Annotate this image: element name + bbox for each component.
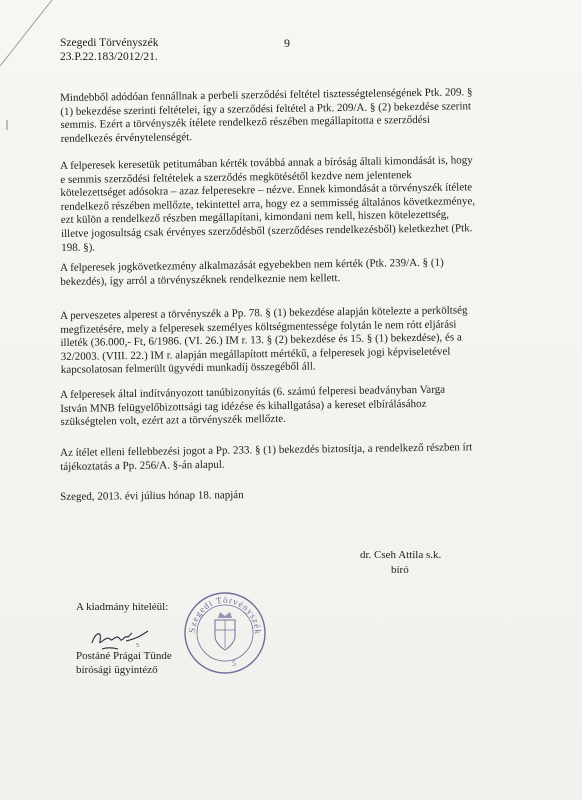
- document-header: [60, 36, 158, 64]
- text-line: illeték (36.000,- Ft, 6/1986. (VI. 26.) IM r. 13. § (2) bekezdése és 15. § (1) bekezdése), és a: [60, 331, 462, 350]
- text-line: tájékoztatás a Pp. 256/A. §-án alapul.: [60, 458, 225, 473]
- court-stamp: [182, 590, 268, 676]
- text-line: megfizetésére, mely a felperesek személyes költségmentessége folytán le nem rótt eljárási: [60, 318, 457, 336]
- paragraph-1: [60, 86, 521, 147]
- case-number: 23.P.22.183/2012/21.: [60, 51, 158, 63]
- text-line: szükségtelen volt, ezért azt a törvényszék mellőzte.: [60, 413, 286, 429]
- paper-fold-mark: [0, 0, 60, 70]
- text-line: rendelkezés érvénytelenségét.: [60, 130, 193, 145]
- court-name: Szegedi Törvényszék: [60, 37, 159, 49]
- paragraph-6: [60, 441, 520, 475]
- text-line: illetve jogosultság csak érvényes szerződésből (szerződéses rendelkezésből) keletkezhet (Ptk.: [60, 222, 473, 240]
- text-line: Mindebből adódóan fennállnak a perbeli szerződési feltétel tisztességtelenségének Ptk. 209. §: [60, 86, 473, 104]
- date-place-line: [60, 486, 520, 504]
- text-line: A felperesek által indítványozott tanúbizonyítás (6. számú felperesi beadványban Varga: [60, 383, 446, 401]
- text-line: A felperesek keresetük petitumában kérték továbbá annak a bíróság általi kimondását is, hogy: [60, 154, 473, 172]
- paragraph-2: [60, 154, 521, 256]
- text-line: Az ítélet elleni fellebbezési jogot a Pp. 233. § (1) bekezdés biztosítja, a rendelkező részben írt: [60, 441, 473, 459]
- text-line: A perveszetes alperest a törvényszék a Pp. 78. § (1) bekezdése alapján kötelezte a perköltség: [60, 304, 468, 322]
- clerk-role: bírósági ügyintéző: [76, 664, 158, 676]
- text-line: (1) bekezdése szerinti feltételei, így a szerződési feltétel a Ptk. 209/A. § (2) bekezdése szerint: [60, 99, 472, 118]
- judge-role: bíró: [391, 564, 409, 576]
- text-line: kapcsolatosan felmerült ügyvédi munkadíj összegéből áll.: [60, 360, 316, 377]
- svg-text:5: 5: [232, 659, 236, 668]
- text-line: István MNB felügyelőbizottsági tag idézése és kihallgatása) a kereset elbírálásához: [60, 397, 427, 415]
- text-line: A felperesek jogkövetkezmény alkalmazását egyebekben nem kérték (Ptk. 239/A. § (1): [60, 256, 444, 274]
- paragraph-4: [60, 304, 521, 378]
- judge-name: dr. Cseh Attila s.k.: [360, 549, 442, 561]
- text-line: ezt külön a rendelkező részben megállapítani, kimondani nem kell, hiszen kötelezettség,: [60, 208, 450, 227]
- paragraph-5: [60, 383, 521, 430]
- text-line: bekezdés), így arról a törvényszéknek rendelkeznie nem kellett.: [60, 271, 341, 288]
- text-line: 198. §).: [61, 241, 96, 254]
- clerk-name: Postáné Prágai Tünde: [76, 650, 172, 662]
- text-line: kötelezettséget adósokra – azaz felperesekre – nézve. Ennek kimondását a törvényszék ítélete: [60, 181, 473, 200]
- text-line: semmis. Ezért a törvényszék ítélete rendelkező részében megállapította e szerződési: [60, 114, 431, 132]
- text-line: 32/2003. (VIII. 22.) IM r. alapján megállapított mértékű, a felperesek jogi képviseletével: [60, 345, 451, 363]
- page-number: 9: [284, 36, 290, 50]
- paragraph-3: [60, 256, 520, 290]
- text-line: Szeged, 2013. évi július hónap 18. napján: [60, 489, 244, 503]
- text-line: e semmis szerződési feltételek a szerződés megkötésétől kezdve nem jelentenek: [60, 168, 412, 186]
- svg-text:Szegedi Törvényszék: Szegedi Törvényszék: [186, 594, 264, 636]
- margin-mark: [6, 120, 8, 130]
- svg-text:5: 5: [136, 643, 139, 649]
- text-line: rendelkező részében mellőzte, tekintettel arra, hogy ez a semmisség általános következménye,: [60, 194, 476, 213]
- certified-label: A kiadmány hiteléül:: [76, 601, 169, 613]
